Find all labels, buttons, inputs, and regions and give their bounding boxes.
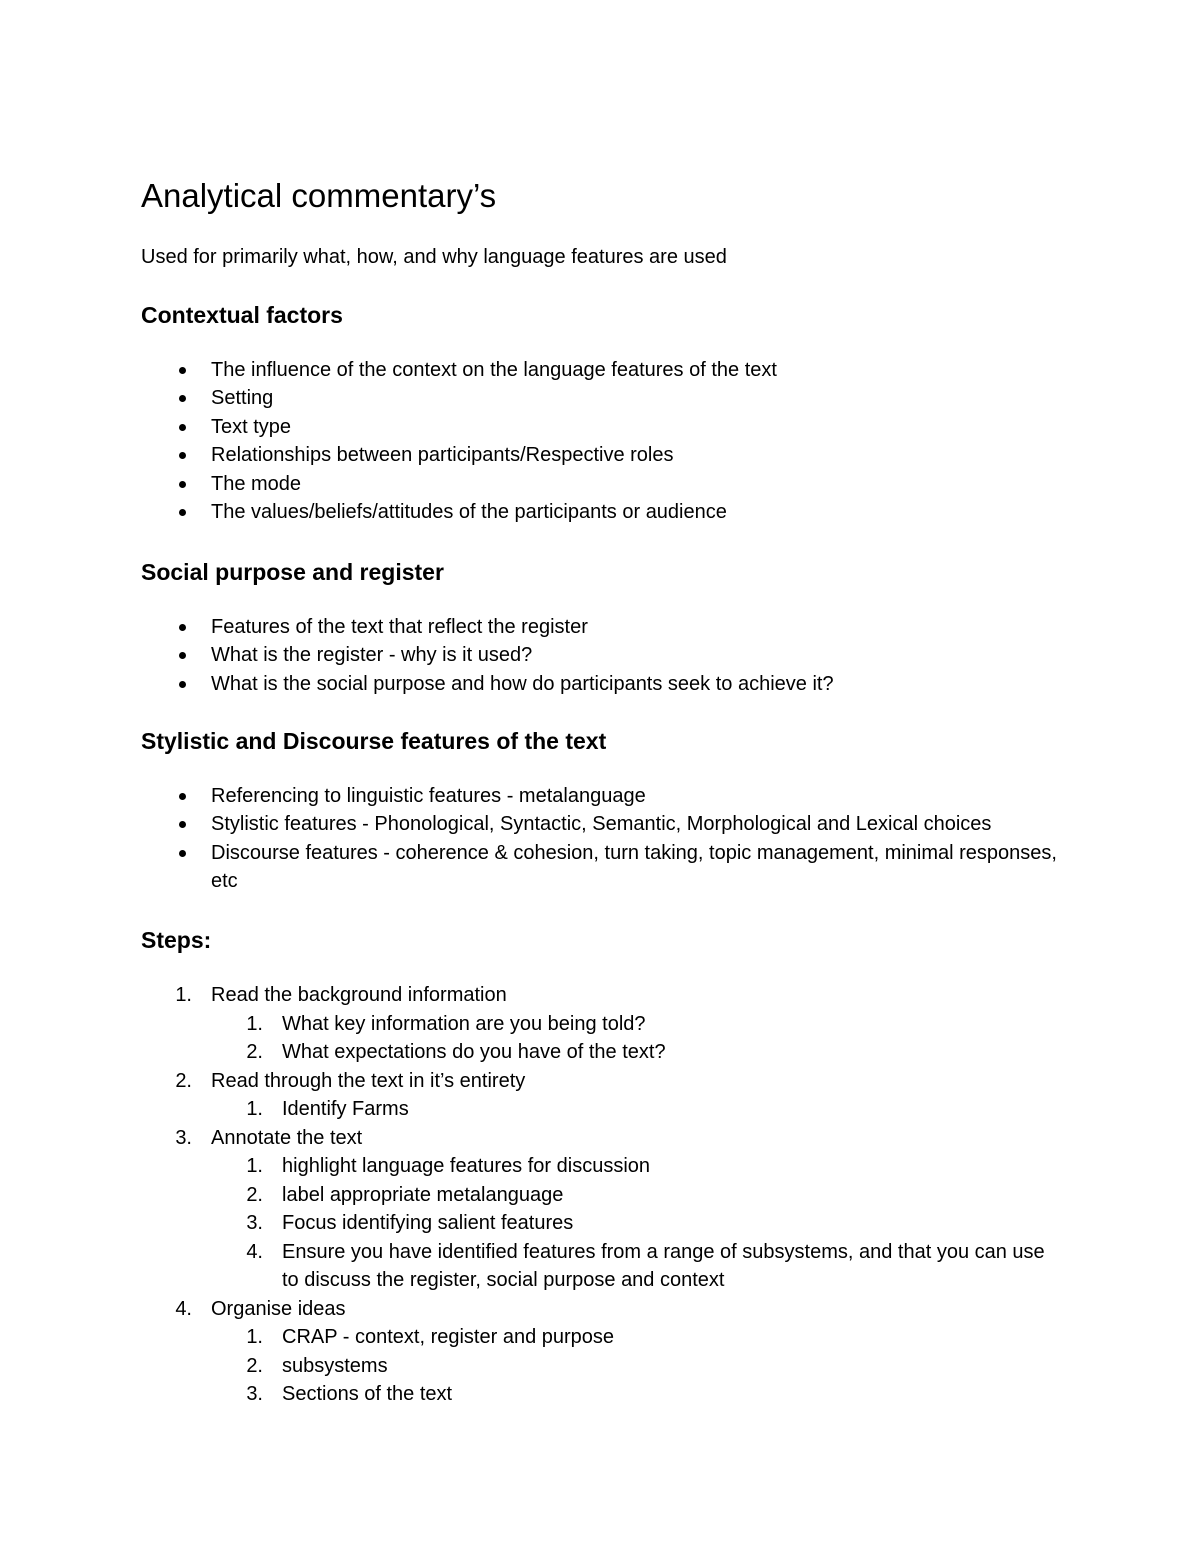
substep-list: [141, 1095, 1061, 1124]
substep-item: 2. label appropriate metalanguage: [246, 1183, 564, 1206]
bullet-icon: [179, 367, 186, 374]
step-item: [141, 981, 1061, 1067]
heading-contextual-factors: Contextual factors: [141, 302, 343, 328]
bullet-icon: [179, 481, 186, 488]
substep-list: [141, 1323, 1061, 1409]
list-item: Referencing to linguistic features - metalanguage: [141, 782, 1061, 810]
substep-item: 1. What key information are you being told?: [246, 1012, 646, 1035]
substep-item: 1. CRAP - context, register and purpose: [246, 1326, 615, 1348]
list-item: Stylistic features - Phonological, Syntactic, Semantic, Morphological and Lexical choices: [141, 810, 1061, 838]
heading-steps: Steps:: [141, 927, 212, 953]
contextual-factors-list: [141, 356, 1061, 526]
substep-item: 2. subsystems: [246, 1354, 388, 1377]
document-subtitle: Used for primarily what, how, and why language features are used: [141, 246, 727, 268]
list-item: Setting: [141, 384, 1061, 412]
step-item: [141, 1295, 1061, 1409]
document-title: Analytical commentary’s: [141, 177, 497, 214]
substep-item: 4. Ensure you have identified features from a range of subsystems, and that you can use to discuss the register, social purpose and context: [246, 1240, 1045, 1291]
step-item: [141, 1124, 1061, 1295]
list-item: What is the register - why is it used?: [141, 641, 1061, 669]
list-item: Relationships between participants/Respective roles: [141, 441, 1061, 469]
substep-list: [141, 1152, 1061, 1295]
substep-item: 3. Sections of the text: [246, 1383, 453, 1405]
bullet-icon: [179, 681, 186, 688]
bullet-icon: [179, 652, 186, 659]
list-item: Features of the text that reflect the register: [141, 613, 1061, 641]
substep-item: 1. Identify Farms: [246, 1098, 409, 1120]
bullet-icon: [179, 452, 186, 459]
substep-list: [141, 1010, 1061, 1067]
step-number: 3.: [175, 1126, 192, 1149]
bullet-icon: [179, 850, 186, 857]
substep-item: 2. What expectations do you have of the text?: [246, 1041, 666, 1063]
list-item: The mode: [141, 470, 1061, 498]
substep-item: 3. Focus identifying salient features: [246, 1212, 574, 1234]
heading-social-purpose: Social purpose and register: [141, 559, 444, 585]
step-number: 4.: [175, 1297, 192, 1320]
substep-item: 1. highlight language features for discussion: [246, 1155, 651, 1177]
step-text: Read through the text in it’s entirety: [211, 1069, 526, 1092]
list-item: Text type: [141, 413, 1061, 441]
bullet-icon: [179, 821, 186, 828]
bullet-icon: [179, 793, 186, 800]
list-item: Discourse features - coherence & cohesion, turn taking, topic management, minimal responses, etc: [141, 839, 1061, 896]
bullet-icon: [179, 395, 186, 402]
step-number: 1.: [175, 984, 192, 1006]
list-item: The influence of the context on the language features of the text: [141, 356, 1061, 384]
step-number: 2.: [175, 1069, 192, 1092]
step-text: Organise ideas: [211, 1297, 346, 1320]
list-item: What is the social purpose and how do participants seek to achieve it?: [141, 670, 1061, 698]
bullet-icon: [179, 624, 186, 631]
bullet-icon: [179, 424, 186, 431]
bullet-icon: [179, 509, 186, 516]
step-item: [141, 1067, 1061, 1124]
step-text: Read the background information: [211, 984, 507, 1006]
stylistic-discourse-list: [141, 782, 1061, 896]
steps-list: [141, 981, 1061, 1409]
social-purpose-list: [141, 613, 1061, 698]
heading-stylistic-discourse: Stylistic and Discourse features of the text: [141, 728, 607, 754]
list-item: The values/beliefs/attitudes of the participants or audience: [141, 498, 1061, 526]
step-text: Annotate the text: [211, 1126, 363, 1149]
